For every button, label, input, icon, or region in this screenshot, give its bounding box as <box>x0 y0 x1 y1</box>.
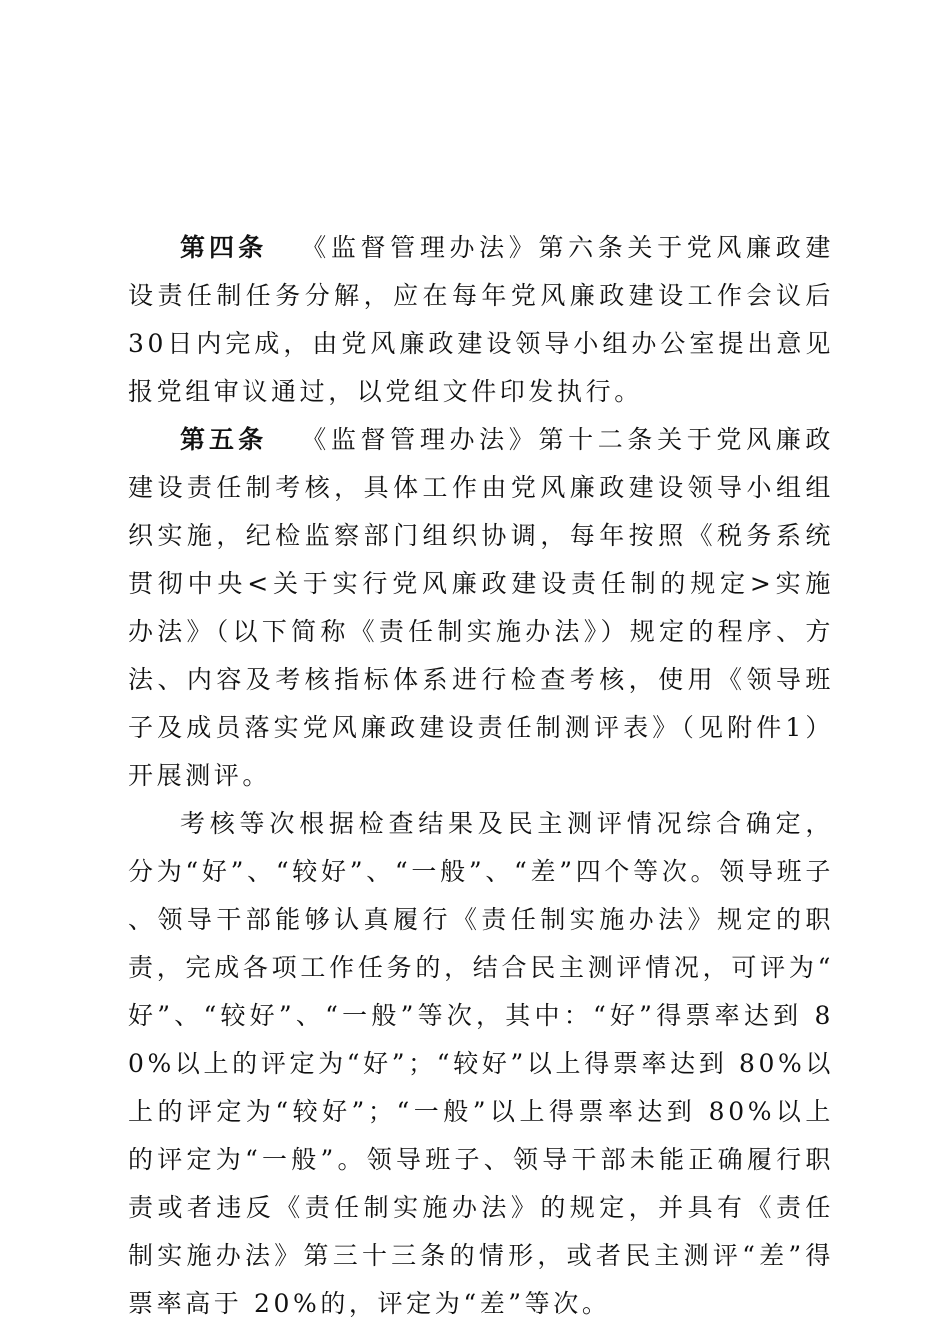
article-4-heading: 第四条 <box>180 233 268 262</box>
article-5-text: 《监督管理办法》第十二条关于党风廉政建设责任制考核，具体工作由党风廉政建设领导小组组织实施，纪检监察部门组织协调，每年按照《税务系统贯彻中央<关于实行党风廉政建设责任制的规定>实施办法》（以下简称《责任制实施办法》）规定的程序、方法、内容及考核指标体系进行检查考核，使用《领导班子及成员落实党风廉政建设责任制测评表》（见附件1）开展测评。 <box>128 425 834 790</box>
article-4-paragraph <box>128 224 834 416</box>
document-body <box>128 224 834 1328</box>
assessment-grades-text: 考核等次根据检查结果及民主测评情况综合确定，分为“好”、“较好”、“一般”、“差”四个等次。领导班子、领导干部能够认真履行《责任制实施办法》规定的职责，完成各项工作任务的，结合民主测评情况，可评为“好”、“较好”、“一般”等次，其中：“好”得票率达到 80%以上的评定为“好”；“较好”以上得票率达到 80%以上的评定为“较好”；“一般”以上得票率达到 80%以上的评定为“一般”。领导班子、领导干部未能正确履行职责或者违反《责任制实施办法》的规定，并具有《责任制实施办法》第三十三条的情形，或者民主测评“差”得票率高于 20%的，评定为“差”等次。 <box>128 809 834 1318</box>
article-4-text: 《监督管理办法》第六条关于党风廉政建设责任制任务分解，应在每年党风廉政建设工作会议后 30日内完成，由党风廉政建设领导小组办公室提出意见报党组审议通过，以党组文件印发执行。 <box>128 233 834 406</box>
article-5-paragraph <box>128 416 834 800</box>
article-5-heading: 第五条 <box>180 425 268 454</box>
assessment-grades-paragraph <box>128 800 834 1328</box>
